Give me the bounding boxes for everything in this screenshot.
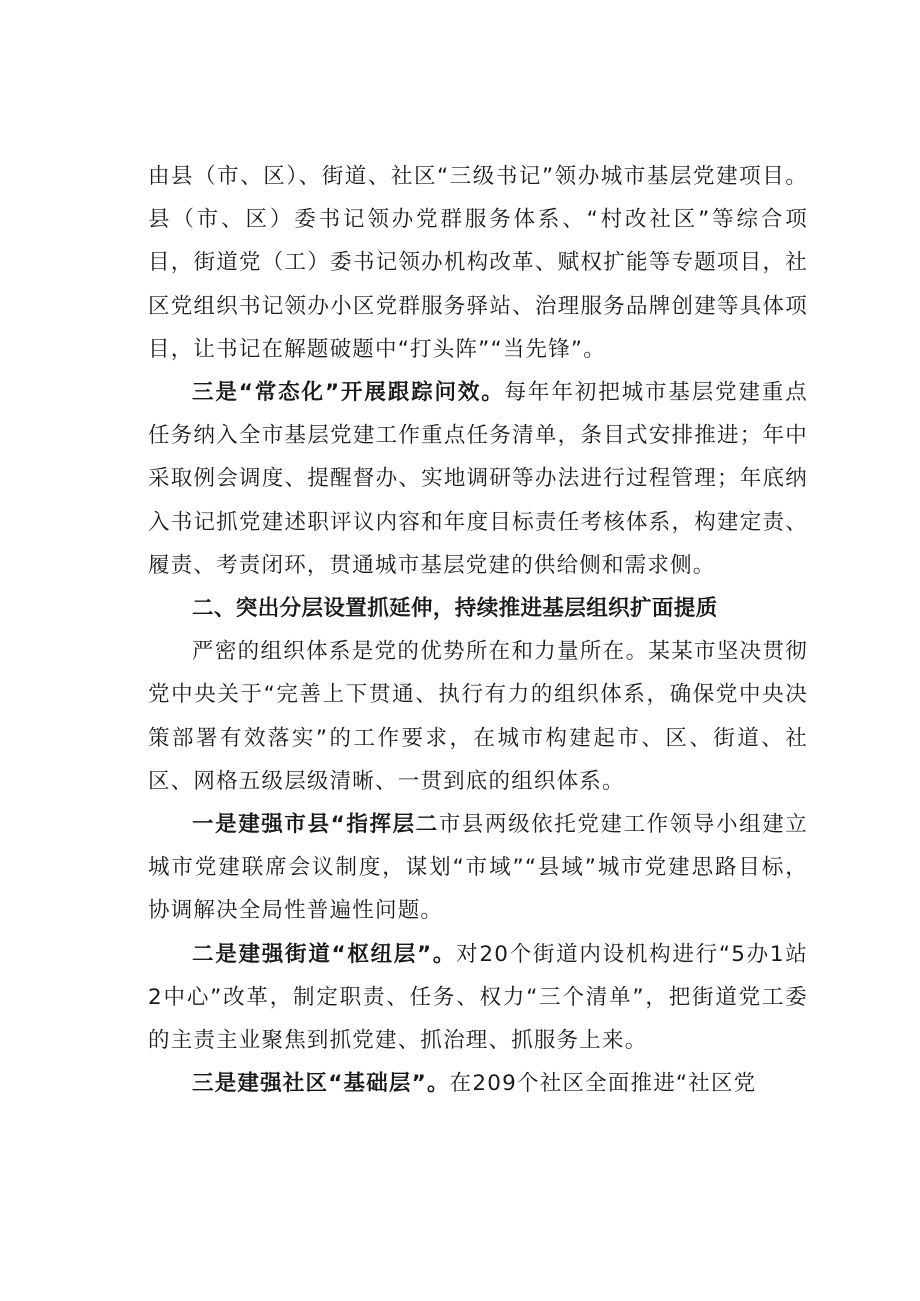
paragraph-text: 市县两级依托党建工作领导小组建立城市党建联席会议制度，谋划“市域”“县域”城市党建思路目标，协调解决全局性普遍性问题。 (148, 812, 808, 924)
paragraph-foundation-layer (148, 1062, 808, 1105)
paragraph-text: 对20个街道内设机构进行“5办1站2中心”改革，制定职责、任务、权力“三个清单”，把街道党工委的主责主业聚焦到抓党建、抓治理、抓服务上来。 (148, 941, 808, 1054)
section-heading: 二、突出分层设置抓延伸，持续推进基层组织扩面提质 (192, 596, 718, 622)
paragraph-command-layer (148, 803, 808, 933)
paragraph-lead: 一是建强市县“指挥层二 (192, 812, 439, 838)
paragraph-text: 由县（市、区）、街道、社区“三级书记”领办城市基层党建项目。县（市、区）委书记领办党群服务体系、“村改社区”等综合项目，街道党（工）委书记领办机构改革、赋权扩能等专题项目，社区党组织书记领办小区党群服务驿站、治理服务品牌创建等具体项目，让书记在解题破题中“打头阵”“当先锋”。 (148, 164, 808, 362)
document-body (148, 155, 808, 1105)
paragraph-text: 严密的组织体系是党的优势所在和力量所在。某某市坚决贯彻党中央关于“完善上下贯通、执行有力的组织体系，确保党中央决策部署有效落实”的工作要求，在城市构建起市、区、街道、社区、网格五级层级清晰、一贯到底的组织体系。 (148, 639, 808, 794)
paragraph-lead: 二是建强街道“枢纽层”。 (192, 941, 457, 967)
paragraph-hub-layer (148, 933, 808, 1063)
paragraph-text: 在209个社区全面推进“社区党 (449, 1071, 757, 1097)
paragraph-project-leadership (148, 155, 808, 371)
paragraph-lead: 三是建强社区“基础层”。 (192, 1071, 450, 1097)
paragraph-tracking-effectiveness (148, 371, 808, 587)
paragraph-organization-system (148, 630, 808, 803)
paragraph-lead: 三是“常态化”开展跟踪问效。 (192, 380, 505, 406)
paragraph-text: 每年年初把城市基层党建重点任务纳入全市基层党建工作重点任务清单，条目式安排推进；年中采取例会调度、提醒督办、实地调研等办法进行过程管理；年底纳入书记抓党建述职评议内容和年度目标责任考核体系，构建定责、履责、考责闭环，贯通城市基层党建的供给侧和需求侧。 (148, 380, 809, 578)
